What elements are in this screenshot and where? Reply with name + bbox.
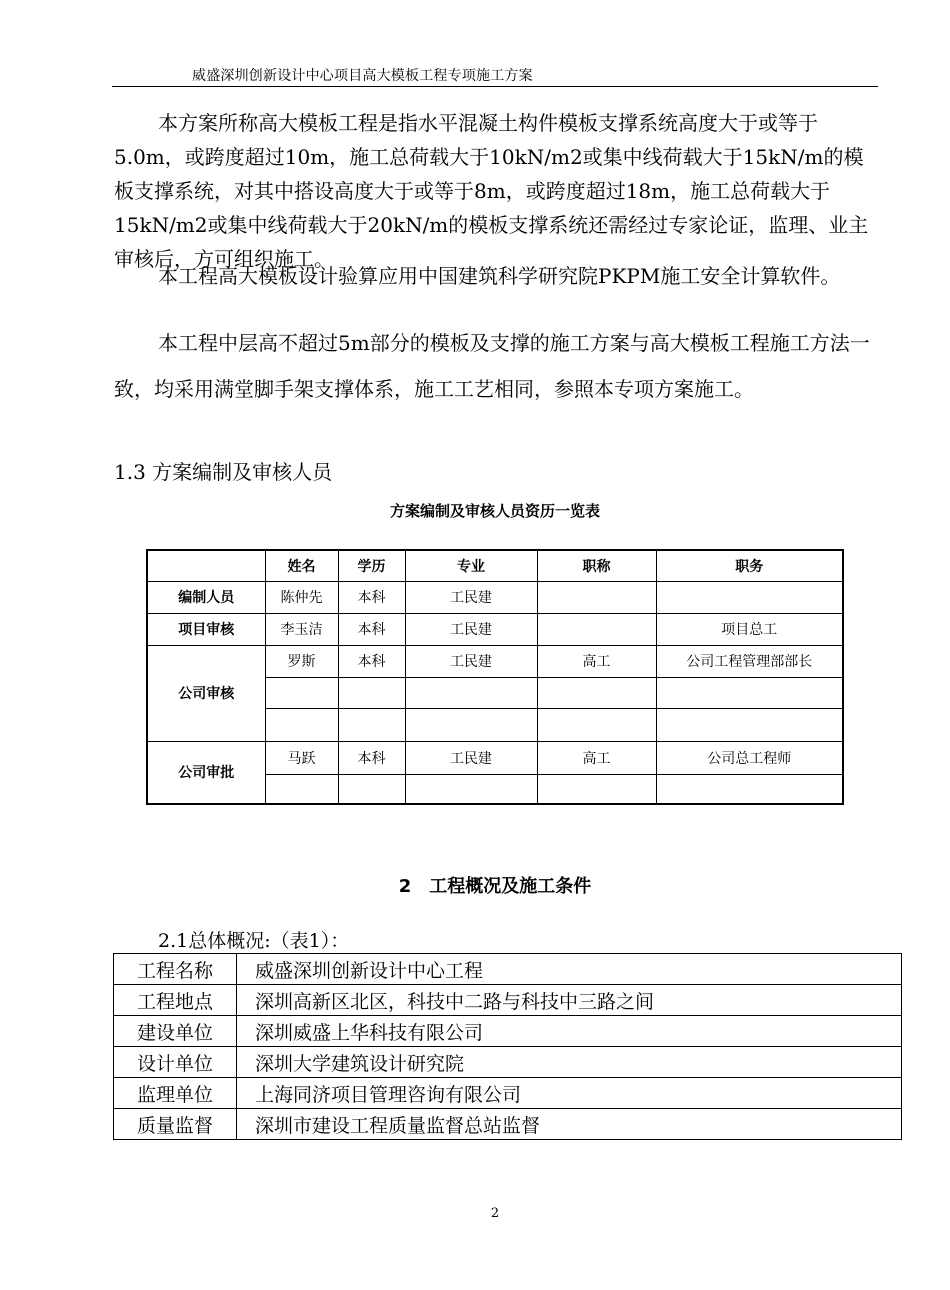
overview-key: 质量监督 [114,1109,237,1140]
paragraph-low-storey: 本工程中层高不超过5m部分的模板及支撑的施工方案与高大模板工程施工方法一致，均采用满堂脚手架支撑体系，施工工艺相同，参照本专项方案施工。 [114,331,870,401]
cell-position: 公司工程管理部部长 [656,645,843,677]
overview-key: 工程名称 [114,954,237,985]
empty-cell [338,774,405,804]
empty-cell [656,677,843,708]
cell-name: 马跃 [265,741,338,774]
page-number: 2 [490,1206,500,1221]
table-row [114,1078,902,1109]
header-position: 职务 [656,550,843,581]
page-header [112,62,878,87]
cell-education: 本科 [338,613,405,645]
group-label-compile: 编制人员 [147,581,265,613]
paragraph-software: 本工程高大模板设计验算应用中国建筑科学研究院PKPM施工安全计算软件。 [158,264,841,288]
header-empty-cell [147,550,265,581]
table-row [114,1016,902,1047]
cell-education: 本科 [338,741,405,774]
paragraph-scope: 本方案所称高大模板工程是指水平混凝土构件模板支撑系统高度大于或等于5.0m，或跨度超过10m，施工总荷载大于10kN/m2或集中线荷载大于15kN/m的模板支撑系统，对其中搭设高度大于或等于8m，或跨度超过18m，施工总荷载大于15kN/m2或集中线荷载大于20kN/m的模板支撑系统还需经过专家论证，监理、业主审核后，方可组织施工。 [114,111,869,271]
cell-major: 工民建 [405,581,537,613]
header-education: 学历 [338,550,405,581]
staff-table-caption: 方案编制及审核人员资历一览表 [389,502,600,520]
table-row [114,985,902,1016]
table-row [114,1109,902,1140]
cell-position [656,581,843,613]
empty-cell [265,774,338,804]
staff-header-row [147,550,843,581]
empty-cell [405,677,537,708]
overview-value: 威盛深圳创新设计中心工程 [237,954,902,985]
table-row [147,581,843,613]
cell-major: 工民建 [405,613,537,645]
empty-cell [656,774,843,804]
cell-name: 罗斯 [265,645,338,677]
empty-cell [338,708,405,741]
empty-cell [656,708,843,741]
empty-cell [537,774,656,804]
overview-key: 建设单位 [114,1016,237,1047]
overview-key: 设计单位 [114,1047,237,1078]
section-heading-1-3: 1.3 方案编制及审核人员 [114,460,333,484]
staff-table [146,549,844,805]
header-name: 姓名 [265,550,338,581]
overview-value: 深圳大学建筑设计研究院 [237,1047,902,1078]
overview-table [113,953,902,1140]
cell-major: 工民建 [405,645,537,677]
overview-value: 深圳高新区北区，科技中二路与科技中三路之间 [237,985,902,1016]
cell-position: 项目总工 [656,613,843,645]
cell-major: 工民建 [405,741,537,774]
header-major: 专业 [405,550,537,581]
cell-position: 公司总工程师 [656,741,843,774]
table-row [147,613,843,645]
table-row [114,1047,902,1078]
header-title: 职称 [537,550,656,581]
chapter-heading-2: 2 工程概况及施工条件 [398,876,592,897]
cell-name: 陈仲先 [265,581,338,613]
empty-cell [265,708,338,741]
overview-value: 上海同济项目管理咨询有限公司 [237,1078,902,1109]
cell-education: 本科 [338,581,405,613]
cell-title [537,613,656,645]
header-title: 威盛深圳创新设计中心项目高大模板工程专项施工方案 [192,68,533,84]
overview-value: 深圳威盛上华科技有限公司 [237,1016,902,1047]
table-row [147,741,843,774]
empty-cell [405,708,537,741]
group-label-company-approve: 公司审批 [147,741,265,804]
cell-title: 高工 [537,645,656,677]
empty-cell [265,677,338,708]
section-heading-2-1: 2.1总体概况:（表1）： [158,930,350,952]
empty-cell [405,774,537,804]
group-label-company-review: 公司审核 [147,645,265,741]
cell-title [537,581,656,613]
empty-cell [537,708,656,741]
group-label-project-review: 项目审核 [147,613,265,645]
cell-name: 李玉洁 [265,613,338,645]
overview-key: 监理单位 [114,1078,237,1109]
overview-key: 工程地点 [114,985,237,1016]
empty-cell [537,677,656,708]
overview-value: 深圳市建设工程质量监督总站监督 [237,1109,902,1140]
table-row [114,954,902,985]
empty-cell [338,677,405,708]
cell-education: 本科 [338,645,405,677]
cell-title: 高工 [537,741,656,774]
table-row [147,645,843,677]
